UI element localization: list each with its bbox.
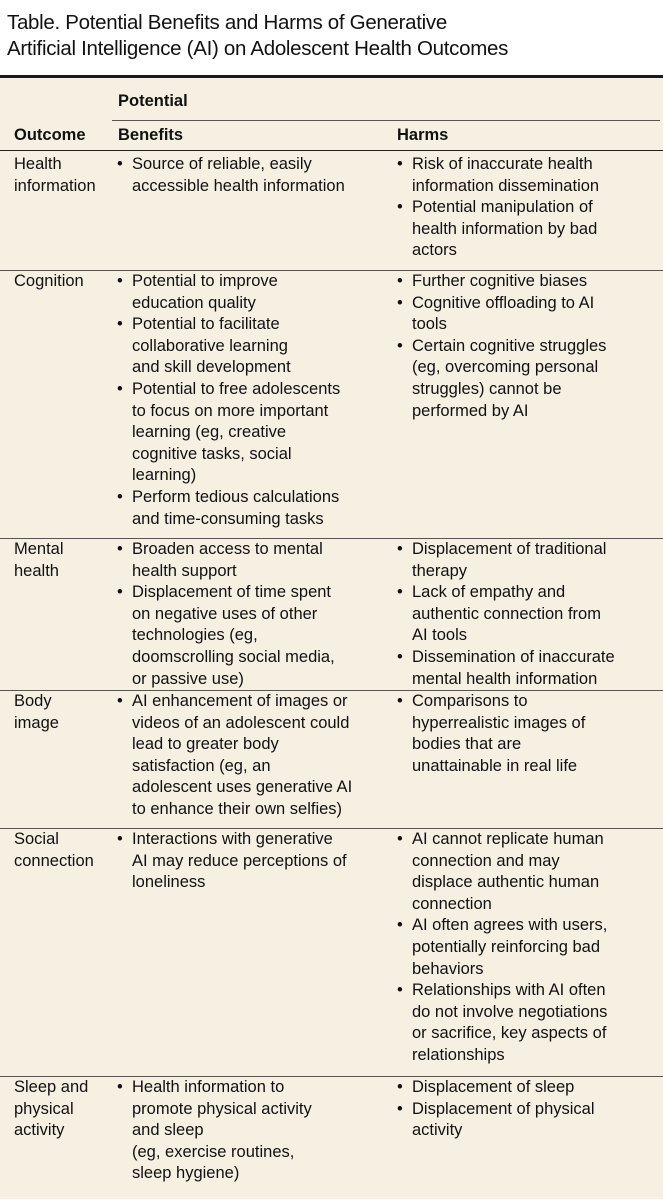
benefits-cell [117, 539, 382, 690]
benefits-item-line [117, 691, 382, 713]
benefits-item-text: Displacement of time spent [132, 583, 332, 602]
harms-item-line [397, 1023, 657, 1045]
bullet-icon: • [117, 583, 123, 602]
harms-item-text: tools [412, 315, 447, 334]
benefits-item-text: Broaden access to mental [132, 540, 323, 558]
header-outcome: Outcome [14, 126, 86, 144]
harms-item-text: (eg, overcoming personal [412, 358, 599, 377]
harms-item-line [397, 851, 657, 873]
bullet-icon: • [397, 1078, 403, 1096]
harms-list-item [397, 271, 657, 293]
harms-item-text: information dissemination [412, 176, 600, 195]
benefits-item-line [117, 1142, 382, 1164]
harms-item-text: struggles) cannot be [412, 379, 562, 398]
bullet-icon: • [117, 379, 123, 398]
table-row [0, 690, 663, 828]
benefits-item-text: Interactions with generative [132, 830, 333, 848]
harms-item-line [397, 401, 657, 423]
benefits-cell [117, 829, 382, 894]
header-bottom-rule [0, 150, 663, 151]
header-potential: Potential [118, 92, 188, 110]
benefits-cell [117, 154, 382, 197]
harms-cell [397, 1077, 657, 1142]
benefits-item-line [117, 872, 382, 894]
benefits-list-item [117, 314, 382, 379]
header-spanner-rule [112, 120, 660, 121]
harms-item-text: actors [412, 241, 457, 260]
benefits-item-line [117, 509, 382, 531]
benefits-item-text: lead to greater body [132, 735, 279, 754]
harms-list-item [397, 647, 657, 690]
benefits-item-text: on negative uses of other [132, 604, 318, 623]
harms-item-text: relationships [412, 1045, 505, 1064]
benefits-item-line [117, 625, 382, 647]
harms-list-item [397, 154, 657, 197]
benefits-item-text: cognitive tasks, social [132, 444, 292, 463]
benefits-item-text: satisfaction (eg, an [132, 756, 271, 775]
benefits-list-item [117, 379, 382, 487]
harms-item-line [397, 357, 657, 379]
benefits-item-text: learning (eg, creative [132, 423, 287, 442]
benefits-item-line [117, 777, 382, 799]
harms-item-line [397, 582, 657, 604]
harms-item-line [397, 561, 657, 583]
benefits-list-item [117, 829, 382, 894]
benefits-item-text: and sleep [132, 1121, 204, 1140]
benefits-item-text: and skill development [132, 358, 291, 377]
harms-list-item [397, 829, 657, 915]
bullet-icon: • [117, 830, 123, 848]
harms-item-text: Displacement of physical [412, 1099, 595, 1118]
harms-item-text: Displacement of sleep [412, 1078, 575, 1096]
harms-list-item [397, 336, 657, 422]
harms-item-text: authentic connection from [412, 604, 601, 623]
benefits-item-text: Source of reliable, easily [132, 155, 312, 173]
outcome-cell [14, 271, 114, 293]
harms-item-line [397, 240, 657, 262]
bullet-icon: • [117, 272, 123, 290]
benefits-item-line [117, 176, 382, 198]
outcome-text: physical [14, 1099, 74, 1118]
benefits-cell [117, 1077, 382, 1185]
harms-item-text: do not involve negotiations [412, 1002, 608, 1021]
outcome-text: Cognition [14, 272, 84, 290]
benefits-item-line [117, 669, 382, 691]
outcome-text: image [14, 713, 59, 732]
harms-cell [397, 154, 657, 262]
harms-item-text: unattainable in real life [412, 756, 578, 775]
table-row [0, 270, 663, 538]
outcome-text: Social [14, 830, 59, 848]
harms-item-text: Further cognitive biases [412, 272, 588, 290]
benefits-item-line [117, 582, 382, 604]
outcome-text: activity [14, 1121, 65, 1140]
benefits-item-text: or passive use) [132, 669, 244, 688]
harms-list-item [397, 539, 657, 582]
harms-item-line [397, 713, 657, 735]
outcome-text: Sleep and [14, 1078, 89, 1096]
bullet-icon: • [397, 272, 403, 290]
bullet-icon: • [397, 981, 403, 1000]
harms-item-line [397, 959, 657, 981]
harms-item-text: or sacrifice, key aspects of [412, 1024, 607, 1043]
harms-item-text: Lack of empathy and [412, 583, 566, 602]
benefits-item-line [117, 293, 382, 315]
harms-item-line [397, 937, 657, 959]
table-row [0, 538, 663, 690]
harms-item-line [397, 1099, 657, 1121]
benefits-item-line [117, 487, 382, 509]
table-title-line-2: Artificial Intelligence (AI) on Adolescent Health Outcomes [7, 37, 509, 60]
outcome-text: Body [14, 692, 52, 710]
harms-item-line [397, 756, 657, 778]
harms-item-line [397, 539, 657, 561]
harms-item-text: Relationships with AI often [412, 981, 606, 1000]
benefits-item-text: sleep hygiene) [132, 1164, 240, 1183]
harms-list-item [397, 1077, 657, 1099]
harms-item-line [397, 1120, 657, 1142]
header-benefits: Benefits [118, 126, 184, 144]
harms-cell [397, 691, 657, 777]
benefits-item-text: AI enhancement of images or [132, 692, 348, 710]
harms-item-text: connection and may [412, 851, 560, 870]
bullet-icon: • [397, 540, 403, 558]
harms-item-text: AI cannot replicate human [412, 830, 604, 848]
benefits-cell [117, 691, 382, 821]
benefits-list-item [117, 539, 382, 582]
benefits-list-item [117, 691, 382, 821]
harms-list-item [397, 582, 657, 647]
harms-cell [397, 539, 657, 690]
table-panel [0, 75, 663, 1199]
harms-item-text: performed by AI [412, 401, 529, 420]
benefits-item-text: Health information to [132, 1078, 285, 1096]
benefits-item-line [117, 271, 382, 293]
table-title-line-1: Table. Potential Benefits and Harms of Generative [7, 11, 447, 34]
harms-item-line [397, 219, 657, 241]
benefits-item-text: to focus on more important [132, 401, 329, 420]
benefits-item-line [117, 561, 382, 583]
benefits-item-line [117, 713, 382, 735]
bullet-icon: • [397, 830, 403, 848]
benefits-item-text: education quality [132, 293, 256, 312]
benefits-list-item [117, 154, 382, 197]
benefits-item-text: Potential to free adolescents [132, 379, 341, 398]
harms-item-text: AI tools [412, 626, 468, 645]
harms-item-line [397, 176, 657, 198]
harms-list-item [397, 1099, 657, 1142]
benefits-item-text: and time-consuming tasks [132, 509, 324, 528]
benefits-item-text: loneliness [132, 873, 206, 892]
harms-item-line [397, 691, 657, 713]
bullet-icon: • [117, 1078, 123, 1096]
harms-item-line [397, 625, 657, 647]
benefits-item-line [117, 357, 382, 379]
harms-item-line [397, 1002, 657, 1024]
outcome-text: Health [14, 155, 62, 173]
harms-item-line [397, 734, 657, 756]
benefits-item-line [117, 444, 382, 466]
harms-item-line [397, 293, 657, 315]
benefits-item-text: health support [132, 561, 237, 580]
benefits-item-line [117, 1099, 382, 1121]
benefits-item-text: adolescent uses generative AI [132, 778, 353, 797]
harms-item-text: Comparisons to [412, 692, 528, 710]
benefits-item-line [117, 422, 382, 444]
benefits-item-text: videos of an adolescent could [132, 713, 350, 732]
harms-item-line [397, 980, 657, 1002]
benefits-item-line [117, 1120, 382, 1142]
header-harms: Harms [397, 126, 449, 144]
bullet-icon: • [397, 583, 403, 602]
benefits-item-text: (eg, exercise routines, [132, 1142, 295, 1161]
harms-item-line [397, 154, 657, 176]
benefits-item-line [117, 314, 382, 336]
benefits-cell [117, 271, 382, 530]
bullet-icon: • [397, 647, 403, 666]
benefits-item-line [117, 829, 382, 851]
harms-cell [397, 829, 657, 1067]
harms-item-line [397, 669, 657, 691]
harms-item-text: Displacement of traditional [412, 540, 607, 558]
benefits-item-line [117, 851, 382, 873]
benefits-item-line [117, 1077, 382, 1099]
harms-item-text: AI often agrees with users, [412, 916, 608, 935]
benefits-list-item [117, 487, 382, 530]
benefits-item-text: to enhance their own selfies) [132, 799, 343, 818]
benefits-item-text: AI may reduce perceptions of [132, 851, 347, 870]
harms-item-text: therapy [412, 561, 468, 580]
outcome-cell [14, 829, 114, 872]
harms-item-text: behaviors [412, 959, 484, 978]
table-row [0, 828, 663, 1076]
bullet-icon: • [397, 155, 403, 173]
benefits-item-line [117, 401, 382, 423]
harms-item-line [397, 829, 657, 851]
benefits-item-text: Potential to facilitate [132, 315, 280, 334]
harms-item-text: Potential manipulation of [412, 198, 593, 217]
benefits-item-line [117, 647, 382, 669]
benefits-item-text: accessible health information [132, 176, 345, 195]
benefits-item-line [117, 1163, 382, 1185]
benefits-item-line [117, 604, 382, 626]
harms-item-line [397, 197, 657, 219]
table-row [0, 154, 663, 270]
outcome-cell [14, 1077, 114, 1142]
outcome-cell [14, 691, 114, 734]
outcome-text: health [14, 561, 59, 580]
harms-list-item [397, 980, 657, 1066]
harms-list-item [397, 293, 657, 336]
harms-list-item [397, 915, 657, 980]
table-title [0, 0, 663, 75]
benefits-item-line [117, 539, 382, 561]
benefits-list-item [117, 1077, 382, 1185]
harms-item-text: Dissemination of inaccurate [412, 647, 615, 666]
bullet-icon: • [397, 336, 403, 355]
harms-item-line [397, 379, 657, 401]
harms-item-text: potentially reinforcing bad [412, 937, 601, 956]
benefits-list-item [117, 582, 382, 690]
benefits-item-text: collaborative learning [132, 336, 288, 355]
harms-item-line [397, 647, 657, 669]
harms-item-line [397, 872, 657, 894]
harms-item-text: bodies that are [412, 735, 522, 754]
bullet-icon: • [117, 487, 123, 506]
bullet-icon: • [117, 155, 123, 173]
harms-item-text: activity [412, 1121, 463, 1140]
harms-item-text: displace authentic human [412, 873, 600, 892]
benefits-item-text: Potential to improve [132, 272, 278, 290]
harms-item-text: Certain cognitive struggles [412, 336, 607, 355]
benefits-list-item [117, 271, 382, 314]
harms-cell [397, 271, 657, 422]
outcome-text: Mental [14, 540, 64, 558]
benefits-item-text: learning) [132, 466, 197, 485]
outcome-cell [14, 539, 114, 582]
harms-list-item [397, 197, 657, 262]
bullet-icon: • [397, 293, 403, 312]
benefits-item-text: technologies (eg, [132, 626, 258, 645]
benefits-item-line [117, 154, 382, 176]
harms-list-item [397, 691, 657, 777]
benefits-item-line [117, 734, 382, 756]
benefits-item-line [117, 465, 382, 487]
bullet-icon: • [397, 692, 403, 710]
outcome-text: connection [14, 851, 94, 870]
harms-item-text: Cognitive offloading to AI [412, 293, 595, 312]
bullet-icon: • [117, 315, 123, 334]
harms-item-text: mental health information [412, 669, 598, 688]
harms-item-line [397, 604, 657, 626]
bullet-icon: • [397, 1099, 403, 1118]
harms-item-text: health information by bad [412, 219, 598, 238]
harms-item-line [397, 1045, 657, 1067]
harms-item-line [397, 915, 657, 937]
outcome-text: information [14, 176, 96, 195]
harms-item-line [397, 1077, 657, 1099]
bullet-icon: • [117, 540, 123, 558]
harms-item-line [397, 271, 657, 293]
benefits-item-line [117, 379, 382, 401]
harms-item-line [397, 314, 657, 336]
benefits-item-text: promote physical activity [132, 1099, 312, 1118]
benefits-item-text: Perform tedious calculations [132, 487, 340, 506]
benefits-item-line [117, 336, 382, 358]
benefits-item-text: doomscrolling social media, [132, 647, 335, 666]
benefits-item-line [117, 799, 382, 821]
bullet-icon: • [397, 916, 403, 935]
bullet-icon: • [117, 692, 123, 710]
benefits-item-line [117, 756, 382, 778]
harms-item-text: connection [412, 894, 492, 913]
bullet-icon: • [397, 198, 403, 217]
harms-item-line [397, 894, 657, 916]
harms-item-line [397, 336, 657, 358]
harms-item-text: Risk of inaccurate health [412, 155, 593, 173]
harms-item-text: hyperrealistic images of [412, 713, 586, 732]
outcome-cell [14, 154, 114, 197]
table-row [0, 1076, 663, 1200]
